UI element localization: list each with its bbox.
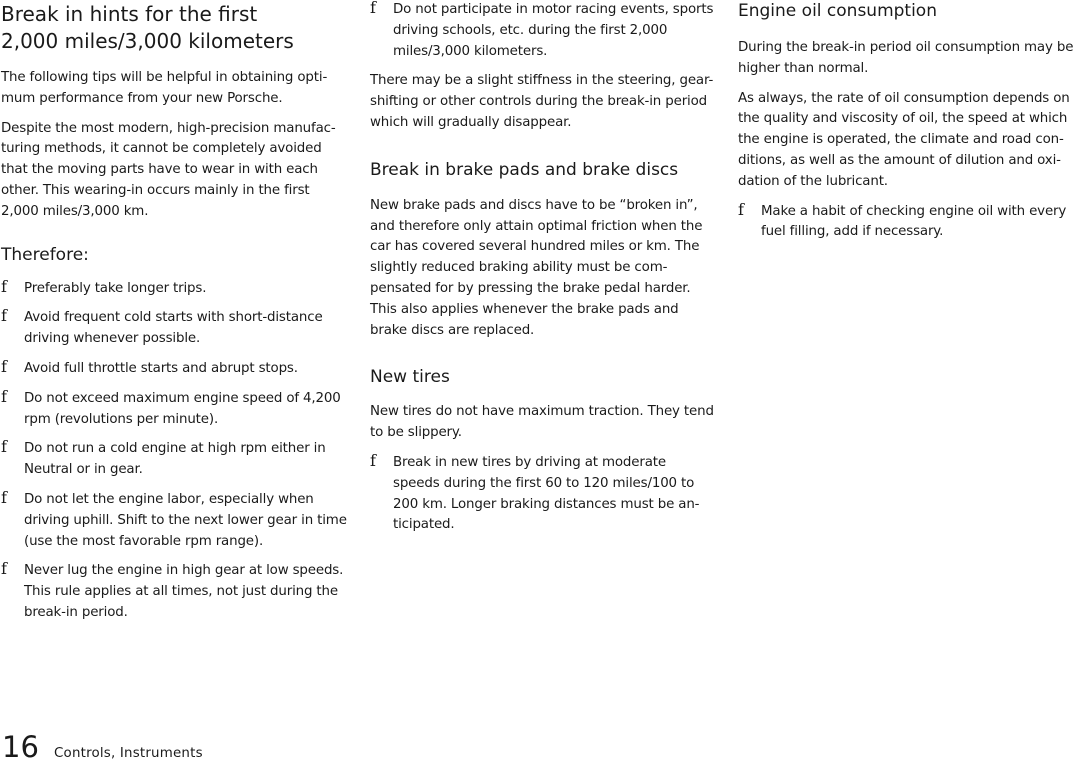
list-item-text: Break in new tires by driving at moderate speeds during the first 60 to 120 miles/100 to 200 km. Longer braking distances must be an-ticipated. <box>393 454 700 533</box>
bullet-icon: f <box>1 306 7 326</box>
list-item-text: Avoid full throttle starts and abrupt stops. <box>24 360 298 376</box>
bullet-icon: f <box>1 437 7 457</box>
oil-paragraph-1: During the break-in period oil consumption may be higher than normal. <box>738 40 1074 76</box>
list-item <box>1 561 350 623</box>
brake-paragraph: New brake pads and discs have to be “broken in”, and therefore only attain optimal friction when the car has covered several hundred miles or km. The slightly reduced braking ability must be com-pensated for by pressing the brake pedal harder. This also applies whenever the brake pads and brake discs are replaced. <box>370 197 703 338</box>
list-item-text: Preferably take longer trips. <box>24 280 207 296</box>
therefore-heading: Therefore: <box>1 244 89 265</box>
page-number: 16 <box>2 730 39 764</box>
bullet-icon: f <box>738 199 744 219</box>
brake-section-heading: Break in brake pads and brake discs <box>370 159 679 180</box>
column-right <box>738 0 1082 252</box>
list-item <box>738 199 1082 244</box>
list-item-text: Do not participate in motor racing events, sports driving schools, etc. during the first 2,000 miles/3,000 kilometers. <box>393 2 714 59</box>
page-title-line2: 2,000 miles/3,000 kilometers <box>1 29 294 53</box>
list-item-text: Do not exceed maximum engine speed of 4,200 rpm (revolutions per minute). <box>24 390 341 427</box>
list-item <box>1 308 350 350</box>
bullet-icon: f <box>1 487 7 507</box>
list-item <box>1 439 350 481</box>
intro-paragraph-1: The following tips will be helpful in obtaining opti-mum performance from your new Porsche. <box>1 70 328 106</box>
list-item <box>1 386 350 431</box>
list-item-text: Do not run a cold engine at high rpm either in Neutral or in gear. <box>24 441 326 478</box>
page-title <box>1 1 350 55</box>
list-item-text: Never lug the engine in high gear at low speeds. This rule applies at all times, not just during the break-in period. <box>24 563 344 620</box>
list-item <box>1 356 350 380</box>
intro-paragraph-2: Despite the most modern, high-precision manufac-turing methods, it cannot be completely avoided that the moving parts have to wear in with each other. This wearing-in occurs mainly in the first 2,000 miles/3,000 km. <box>1 120 336 219</box>
page-title-line1: Break in hints for the first <box>1 2 258 26</box>
list-item <box>1 276 350 300</box>
column-middle <box>370 0 716 545</box>
list-item-text: Do not let the engine labor, especially when driving uphill. Shift to the next lower gear in time (use the most favorable rpm range). <box>24 491 347 549</box>
bullet-icon: f <box>370 450 376 470</box>
list-item-text: Avoid frequent cold starts with short-distance driving whenever possible. <box>24 310 323 347</box>
oil-section-heading: Engine oil consumption <box>738 1 937 21</box>
bullet-icon: f <box>1 386 7 406</box>
list-item <box>370 0 716 62</box>
tires-paragraph: New tires do not have maximum traction. They tend to be slippery. <box>370 404 714 441</box>
bullet-icon: f <box>1 276 7 296</box>
stiffness-paragraph: There may be a slight stiffness in the steering, gear-shifting or other controls during the break-in period which will gradually disappear. <box>370 73 714 130</box>
oil-paragraph-2: As always, the rate of oil consumption depends on the quality and viscosity of oil, the speed at which the engine is operated, the climate and road con-ditions, as well as the amount of dilution and oxi-dation of the lubricant. <box>738 90 1070 189</box>
list-item <box>370 450 716 536</box>
bullet-icon: f <box>370 0 376 17</box>
column-left <box>1 0 350 633</box>
list-item <box>1 487 350 552</box>
bullet-icon: f <box>1 559 7 579</box>
list-item-text: Make a habit of checking engine oil with every fuel filling, add if necessary. <box>761 203 1067 240</box>
bullet-icon: f <box>1 356 7 376</box>
tires-section-heading: New tires <box>370 367 450 388</box>
section-name: Controls, Instruments <box>54 746 203 761</box>
